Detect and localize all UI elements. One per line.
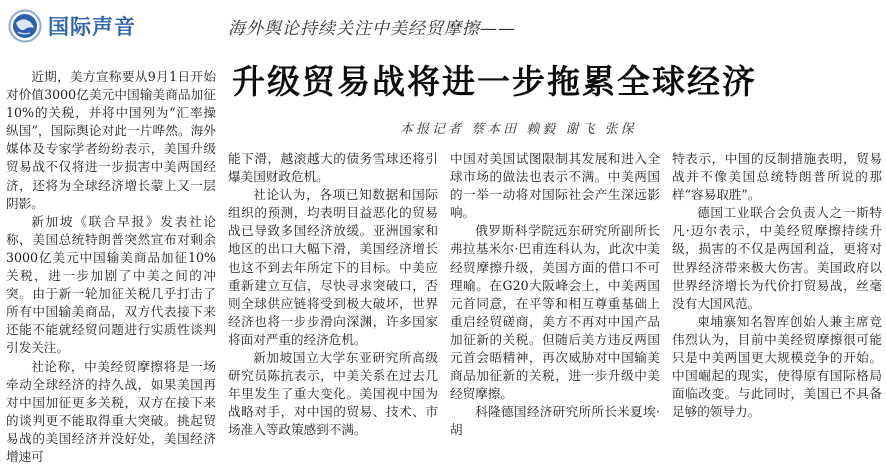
paragraph: 中国对美国试图限制其发展和进入全球市场的做法也表示不满。中美两国的一举一动将对国际社会产生深远影响。: [450, 150, 660, 222]
globe-logo-icon: [8, 9, 42, 43]
paragraph: 社论称，中美经贸摩擦将是一场牵动全球经济的持久战，如果美国再对中国加征更多关税，双方在接下来的谈判更不能取得重大突破。挑起贸易战的美国经济并没好处，美国经济增速可: [6, 358, 216, 466]
article-subtitle: 海外舆论持续关注中美经贸摩擦——: [228, 14, 516, 39]
article-column-2: [228, 150, 438, 407]
paragraph: 俄罗斯科学院远东研究所副所长弗拉基米尔·巴甫连科认为，此次中美经贸摩擦升级，美国方面的借口不可理喻。在G20大阪峰会上，中美两国元首同意，在平等和相互尊重基础上重启经贸磋商，美方不再对中国产品加征新的关税。但随后美方违反两国元首会晤精神，再次威胁对中国输美商品加征新的关税，进一步升级中美经贸摩擦。: [450, 222, 660, 403]
column-logo: [8, 6, 198, 46]
paragraph: 德国工业联合会负责人之一斯特凡·迈尔表示，中美经贸摩擦持续升级，损害的不仅是两国利益，更将对世界经济带来极大伤害。美国政府以世界经济增长为代价打贸易战，丝毫没有大国风范。: [672, 204, 882, 313]
paragraph: 近期，美方宣称要从9月1日开始对价值3000亿美元中国输美商品加征10%的关税，并将中国列为“汇率操纵国”，国际舆论对此一片哗然。海外媒体及专家学者纷纷表示，美国升级贸易战不仅将进一步损害中美两国经济，还将为全球经济增长蒙上又一层阴影。: [6, 68, 216, 213]
paragraph: 能下滑，越滚越大的债务雪球还将引爆美国财政危机。: [228, 150, 438, 186]
article-column-4: [672, 150, 882, 407]
article-title: 升级贸易战将进一步拖累全球经济: [232, 56, 880, 103]
paragraph: 社论认为，各项已知数据和国际组织的预测，均表明目益恶化的贸易战已导致多国经济放缓。亚洲国家和地区的出口大幅下滑，美国经济增长也这不到去年所定下的目标。中美应重新建立互信，尽快寻求突破口，否则全球供应链将受到极大破坏，世界经济也将一步步滑向深渊，许多国家将面对严重的经济危机。: [228, 186, 438, 349]
article-byline: 本报记者 蔡本田 赖毅 谢飞 张保: [400, 118, 637, 137]
article-column-3: [450, 150, 660, 407]
paragraph: 特表示，中国的反制措施表明，贸易战并不像美国总统特朗普所说的那样“容易取胜”。: [672, 150, 882, 204]
paragraph: 科隆德国经济研究所所长米夏埃·胡: [450, 403, 660, 439]
paragraph: 柬埔寨知名智库创始人兼主席竞伟烈认为，目前中美经贸摩擦很可能只是中美两国更大规模竞争的开始。中国崛起的现实，使得原有国际格局面临改变。与此同时，美国已不具备足够的领导力。: [672, 313, 882, 422]
paragraph: 新加坡《联合早报》发表社论称，美国总统特朗普突然宣布对剩余3000亿美元中国输美商品加征10%关税，进一步加剧了中美之间的冲突。由于新一轮加征关税几乎打击了所有中国输美商品，双方代表接下来还能不能就经贸问题进行实质性谈判引发关注。: [6, 213, 216, 358]
logo-text: 国际声音: [48, 11, 136, 41]
article-column-1: [6, 68, 216, 407]
paragraph: 新加坡国立大学东亚研究所高级研究员陈抗表示，中美关系在过去几年里发生了重大变化。美国视中国为战略对手，对中国的贸易、技术、市场准入等政策感到不满。: [228, 349, 438, 439]
